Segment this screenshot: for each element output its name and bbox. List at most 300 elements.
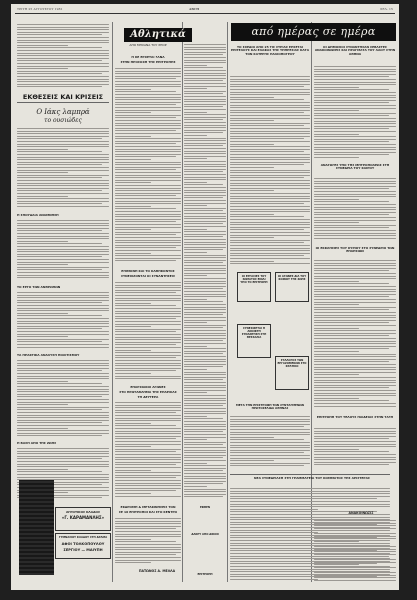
text-line [314, 395, 396, 396]
text-line [230, 110, 310, 111]
text-line [115, 146, 181, 147]
text-line [115, 521, 181, 522]
text-line [115, 342, 181, 343]
text-line [314, 217, 396, 218]
text-line [115, 224, 181, 225]
text-line [230, 141, 310, 142]
text-line [314, 225, 396, 226]
text-line [115, 528, 176, 529]
text-line [314, 433, 396, 434]
text-line [17, 149, 68, 150]
text-line [230, 94, 310, 95]
text-line [314, 367, 396, 368]
text-line [115, 451, 176, 452]
text-line [230, 224, 310, 225]
text-line [115, 167, 181, 168]
text-line [314, 549, 396, 550]
text-line [314, 403, 396, 404]
text-line [184, 88, 207, 89]
text-line [184, 47, 226, 48]
ad-line: «Γ. ΚΑΡΑΜΑΝΛΗΣ» [61, 515, 105, 520]
text-line [17, 326, 109, 327]
text-line [230, 460, 274, 461]
text-line [184, 65, 207, 66]
text-line [115, 102, 181, 103]
text-line [184, 190, 226, 191]
text-line [314, 270, 389, 271]
text-line [230, 458, 310, 459]
text-line [115, 175, 181, 176]
column-rule [227, 22, 228, 582]
text-line [184, 62, 226, 63]
text-line [115, 368, 181, 369]
text-line [17, 297, 109, 298]
text-line [184, 106, 223, 107]
text-line [314, 449, 359, 450]
text-line [314, 126, 396, 127]
column3-small-heading: ΕΦΘΕΝ [199, 506, 211, 509]
text-line [184, 307, 226, 308]
text-line [184, 208, 226, 209]
text-line [17, 243, 102, 244]
text-line [230, 455, 310, 456]
text-line [314, 400, 389, 401]
text-line [17, 433, 109, 434]
text-line [184, 213, 226, 214]
text-line [115, 523, 181, 524]
column2-body-d [115, 518, 181, 566]
text-line [17, 225, 109, 226]
text-line [115, 133, 181, 134]
text-line [314, 265, 396, 266]
text-line [184, 44, 226, 45]
text-line [184, 177, 226, 178]
text-line [17, 45, 68, 46]
text-line [184, 390, 226, 391]
text-line [184, 366, 223, 367]
text-line [314, 199, 359, 200]
text-line [230, 255, 304, 256]
text-line [314, 444, 396, 445]
text-line [230, 445, 310, 446]
text-line [314, 315, 396, 316]
text-line [115, 531, 181, 532]
text-line [184, 234, 226, 235]
column2-headline: ΕΠΑΡΧΙΑΚΟΙ ΑΓΩΝΕΣ [130, 385, 166, 389]
text-line [184, 218, 226, 219]
text-line [230, 193, 310, 194]
text-line [17, 461, 109, 462]
text-line [184, 369, 207, 370]
text-line [314, 393, 396, 394]
text-line [314, 183, 396, 184]
text-line [184, 382, 226, 383]
text-line [115, 378, 181, 379]
text-line [115, 544, 181, 545]
text-line [184, 442, 226, 443]
text-line [17, 53, 109, 54]
text-line [17, 170, 109, 171]
text-line [230, 429, 310, 430]
text-line [314, 149, 396, 150]
text-line [184, 486, 207, 487]
text-line [184, 346, 207, 347]
column3-small-heading: ΕΠΙΤΡΟΠΗ [197, 573, 213, 576]
text-line [115, 214, 181, 215]
text-line [184, 145, 223, 146]
notice-box [275, 272, 309, 302]
text-line [230, 222, 310, 223]
text-line [115, 73, 181, 74]
text-line [314, 541, 359, 542]
text-line [230, 120, 274, 121]
text-line [184, 101, 226, 102]
text-line [17, 254, 109, 255]
text-line [17, 412, 109, 413]
text-line [184, 257, 226, 258]
text-line [115, 240, 181, 241]
text-line [184, 122, 226, 123]
text-line [115, 318, 176, 319]
masthead-subtitle: ΑΠΟ ΜΗΧΑΝΑ ΤΟΥ ΣΠΟΡ [129, 43, 167, 47]
text-line [230, 250, 310, 251]
text-line [115, 444, 181, 445]
text-line [314, 201, 389, 202]
text-line [314, 238, 396, 239]
notice-text: ΟΙ ΕΡΓΑΣΙΕΣ ΤΟΥ ΣΩΜΑΤΟΣ ΕΙΝΑΙ ΥΠΟ ΤΟ ΕΠΙΤΡΟΠΗ [240, 275, 268, 284]
text-line [184, 465, 226, 466]
text-line [184, 431, 223, 432]
text-line [184, 182, 207, 183]
text-line [314, 227, 389, 228]
text-line [17, 373, 109, 374]
text-line [184, 231, 226, 232]
text-line [230, 232, 310, 233]
text-line [314, 382, 396, 383]
text-line [314, 209, 396, 210]
text-line [115, 94, 181, 95]
text-line [314, 317, 396, 318]
text-line [17, 131, 109, 132]
text-line [17, 415, 109, 416]
text-line [314, 294, 396, 295]
text-line [230, 506, 390, 507]
text-line [17, 428, 68, 429]
text-line [314, 89, 389, 90]
text-line [314, 74, 396, 75]
text-line [115, 195, 176, 196]
text-line [314, 214, 389, 215]
text-line [230, 509, 318, 510]
text-line [115, 300, 181, 301]
text-line [17, 277, 109, 278]
text-line [314, 69, 396, 70]
text-line [115, 201, 181, 202]
text-line [184, 460, 226, 461]
text-line [115, 182, 151, 183]
text-line [115, 467, 181, 468]
text-line [17, 420, 109, 421]
text-line [314, 108, 396, 109]
text-line [115, 554, 176, 555]
text-line [115, 242, 181, 243]
text-line [314, 152, 396, 153]
text-line [184, 301, 223, 302]
text-line [184, 184, 223, 185]
text-line [115, 483, 181, 484]
text-line [184, 164, 226, 165]
text-line [184, 52, 226, 53]
text-line [314, 196, 396, 197]
text-line [314, 385, 396, 386]
text-line [115, 97, 181, 98]
text-line [314, 359, 396, 360]
text-line [184, 403, 226, 404]
text-line [230, 242, 304, 243]
text-line [184, 114, 226, 115]
text-line [314, 580, 396, 581]
notice-box [237, 324, 271, 358]
text-line [17, 249, 109, 250]
text-line [184, 140, 226, 141]
text-line [184, 91, 226, 92]
text-line [115, 78, 176, 79]
text-line [314, 559, 396, 560]
text-line [230, 175, 310, 176]
text-line [17, 223, 109, 224]
text-line [115, 151, 181, 152]
text-line [184, 273, 226, 274]
text-line [115, 287, 181, 288]
text-line [314, 230, 396, 231]
text-line [115, 104, 176, 105]
text-line [184, 135, 207, 136]
text-line [230, 263, 310, 264]
text-line [17, 389, 109, 390]
text-line [184, 387, 226, 388]
text-line [184, 247, 226, 248]
text-line [17, 144, 109, 145]
text-line [184, 93, 223, 94]
notice-box [237, 272, 271, 302]
text-line [314, 546, 396, 547]
text-line [230, 89, 310, 90]
text-line [184, 156, 226, 157]
text-line [314, 235, 396, 236]
column1-section-heading: Η ΒΑΣΗ ΑΠΟ ΤΗΣ ΖΩΗΣ [17, 441, 57, 445]
text-line [17, 220, 109, 221]
text-line [17, 305, 109, 306]
text-line [230, 211, 310, 212]
text-line [314, 543, 389, 544]
text-line [115, 138, 181, 139]
text-line [17, 469, 68, 470]
text-line [184, 400, 226, 401]
text-line [17, 383, 102, 384]
text-line [17, 422, 102, 423]
text-line [184, 353, 223, 354]
text-line [314, 97, 396, 98]
text-line [314, 102, 389, 103]
text-line [17, 128, 109, 129]
text-line [17, 157, 109, 158]
text-line [314, 554, 396, 555]
text-line [314, 451, 389, 452]
column5-body-c [314, 260, 396, 410]
text-line [230, 151, 304, 152]
column1-headline: ΕΚΘΕΣΕΙΣ ΚΑΙ ΚΡΙΣΕΙΣ [22, 93, 104, 101]
text-line [17, 162, 109, 163]
text-line [230, 131, 310, 132]
text-line [230, 185, 310, 186]
text-line [17, 435, 102, 436]
text-line [314, 562, 396, 563]
text-line [115, 130, 176, 131]
text-line [115, 415, 181, 416]
text-line [17, 159, 109, 160]
text-line [115, 172, 181, 173]
text-line [230, 439, 304, 440]
text-line [184, 444, 223, 445]
text-line [314, 144, 396, 145]
text-line [115, 331, 176, 332]
text-line [115, 123, 181, 124]
text-line [184, 119, 223, 120]
text-line [115, 99, 181, 100]
text-line [17, 313, 68, 314]
advertisement-box [55, 533, 111, 559]
text-line [17, 63, 109, 64]
text-line [184, 221, 226, 222]
text-line [115, 232, 181, 233]
text-line [230, 432, 310, 433]
text-line [115, 229, 151, 230]
text-line [230, 258, 310, 259]
column2-body-b [115, 282, 181, 382]
text-line [314, 346, 396, 347]
text-line [17, 368, 109, 369]
column4-headline: ΜΕΤΑ ΤΗΝ ΕΠΙΣΤΡΟΦΗ ΤΩΝ ΣΥΝΤΑΓΜΕΝΩΝ ΠΡΩΤΟΣΕΛΙΔΑ ΑΘΗΝΑΣ [235, 403, 305, 411]
text-line [115, 156, 176, 157]
text-line [184, 434, 226, 435]
text-line [184, 437, 226, 438]
text-line [184, 200, 226, 201]
text-line [230, 133, 310, 134]
text-line [17, 164, 102, 165]
text-line [314, 309, 389, 310]
text-line [314, 330, 396, 331]
text-line [184, 67, 223, 68]
text-line [184, 408, 226, 409]
text-line [184, 379, 223, 380]
text-line [314, 361, 389, 362]
text-line [314, 278, 396, 279]
text-line [115, 91, 176, 92]
text-line [314, 325, 396, 326]
text-line [230, 437, 274, 438]
text-line [17, 71, 109, 72]
text-line [17, 275, 109, 276]
text-line [184, 288, 223, 289]
text-line [230, 86, 304, 87]
text-line [184, 158, 207, 159]
text-line [115, 86, 181, 87]
text-line [115, 253, 151, 254]
text-line [115, 154, 181, 155]
text-line [115, 159, 151, 160]
column2-headline: Η ΚΕ ΕΡΧΕΤΑΙ ΞΑΝΑ [131, 55, 165, 59]
text-line [115, 462, 181, 463]
text-line [115, 475, 181, 476]
text-line [184, 132, 223, 133]
text-line [115, 221, 176, 222]
text-line [230, 501, 390, 502]
text-line [17, 29, 109, 30]
text-line [184, 426, 226, 427]
text-line [17, 376, 109, 377]
text-line [115, 536, 181, 537]
text-line [184, 49, 226, 50]
text-line [17, 138, 102, 139]
text-line [314, 273, 396, 274]
text-line [17, 188, 109, 189]
text-line [115, 258, 181, 259]
text-line [184, 473, 226, 474]
text-line [115, 418, 181, 419]
text-line [314, 575, 396, 576]
column4-headline: ΝΕΑ ΣΥΝΕΔΡΙΑΣΗ ΣΤΗ ΓΡΑΜΜΑΤΕΙΑ ΤΟΥ ΚΟΜΜΑΤΟΣ ΤΗΣ ΑΡΙΣΤΕΡΑΣ [254, 476, 370, 480]
text-line [230, 123, 310, 124]
text-line [17, 272, 109, 273]
text-line [17, 172, 68, 173]
text-line [115, 464, 176, 465]
text-line [115, 206, 151, 207]
text-line [17, 386, 109, 387]
text-line [115, 198, 181, 199]
header-page-number: ΣΕΛ. 15 [380, 7, 393, 11]
text-line [230, 154, 310, 155]
text-line [184, 242, 226, 243]
text-line [115, 488, 181, 489]
text-line [314, 134, 359, 135]
notice-box [275, 356, 309, 390]
text-line [230, 162, 310, 163]
text-line [115, 316, 181, 317]
text-line [184, 104, 226, 105]
text-line [314, 95, 396, 96]
text-line [314, 136, 396, 137]
text-line [184, 418, 223, 419]
text-line [314, 123, 396, 124]
text-line [17, 466, 109, 467]
text-line [314, 188, 389, 189]
text-line [314, 115, 389, 116]
text-line [184, 127, 226, 128]
text-line [314, 87, 359, 88]
text-line [314, 343, 396, 344]
text-line [184, 398, 226, 399]
text-line [230, 188, 310, 189]
text-line [230, 517, 390, 518]
text-line [230, 203, 304, 204]
column1-section-heading: ΤΑ ΠΡΑΚΤΙΚΑ ΑΝΑΛΥΣΗ ΠΟΛΙΤΙΣΜΟΥ [17, 353, 80, 357]
ad-line: ΑΓΡΟΤΙΚΟΣ ΚΛΑΔΟΣ [65, 510, 100, 514]
text-line [17, 47, 102, 48]
text-line [230, 419, 310, 420]
text-line [115, 203, 181, 204]
text-line [230, 190, 274, 191]
text-line [184, 117, 226, 118]
